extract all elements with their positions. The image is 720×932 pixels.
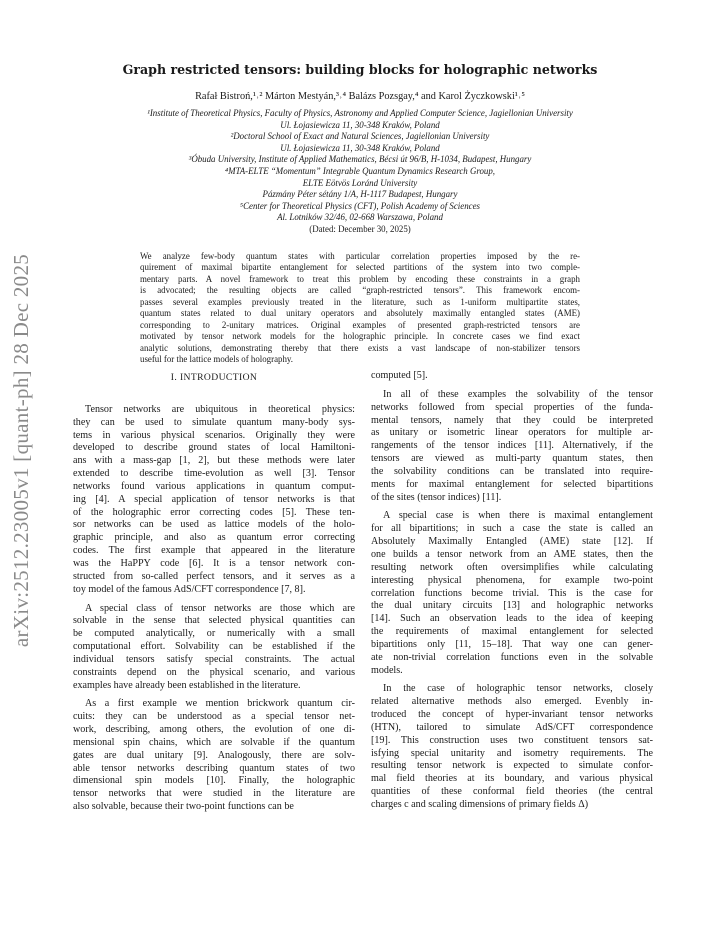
affiliation-line: ¹Institute of Theoretical Physics, Faculty of Physics, Astronomy and Applied Computer Science, Jagiellonian University — [147, 108, 573, 118]
text-line: [19]. This construction uses two constituent tensors sat- — [371, 734, 653, 746]
text-line: gates are dual unitary [9]. Analogously, there are solv- — [73, 749, 355, 761]
affiliation-line: ³Óbuda University, Institute of Applied Mathematics, Bécsi út 96/B, H-1034, Budapest, Hungary — [188, 154, 532, 165]
abstract-line: We analyze few-body quantum states with particular correlation properties imposed by the re- — [140, 251, 580, 261]
text-line: solvable in the sense that selected physical quantities can — [73, 615, 355, 627]
abstract-line: is advocated; the resulting objects are called “graph-restricted tensors”. This framework encom- — [140, 285, 580, 296]
abstract — [140, 251, 580, 366]
text-line: developed to describe ground states of local Hamiltoni- — [73, 442, 355, 454]
text-line: also solvable, because their two-point functions can be — [73, 801, 294, 813]
affiliation-line: Ul. Łojasiewicza 11, 30-348 Kraków, Poland — [280, 142, 440, 153]
abstract-line: passes several examples previously treated in the literature, such as 1-uniform multipartite states, — [140, 296, 580, 307]
text-line: able tensor networks describing quantum states of two — [73, 762, 355, 774]
left-column-body — [73, 404, 355, 814]
text-line: was the HaPPY code [6]. It is a tensor network con- — [73, 557, 355, 569]
section-heading: I. INTRODUCTION — [170, 372, 258, 383]
paper-title: Graph restricted tensors: building blocks for holographic networks — [122, 62, 598, 77]
abstract-line: quirement of maximal bipartite entanglement for selected partitions of the system into two comple- — [140, 262, 580, 273]
text-line: for all bipartitions; in such a case the state is called an — [371, 523, 653, 535]
text-line: troduced the concept of hyper-invariant tensor networks — [371, 709, 653, 721]
text-line: tems in various physical scenarios. Originally they were — [73, 429, 355, 441]
text-line: Absolutely Maximally Entangled (AME) state [12]. If — [371, 536, 653, 548]
text-line: correlation functions become trivial. This is the case for — [371, 587, 653, 599]
text-line: (HTN), tailored to simulate AdS/CFT correspondence — [371, 721, 653, 733]
text-line: toy model of the famous AdS/CFT correspondence [7, 8]. — [73, 583, 306, 595]
abstract-line: motivated by tensor network models for the holographic principle. In concrete cases we find exact — [140, 331, 580, 342]
text-line: as unitary or isometric linear operators for multiple ar- — [371, 427, 653, 439]
text-line: the dual unitary circuits [13] and holographic networks — [371, 600, 653, 612]
affiliation-line: ⁵Center for Theoretical Physics (CFT), Polish Academy of Sciences — [240, 200, 480, 211]
text-line: In the case of holographic tensor networks, closely — [383, 683, 653, 695]
text-line: of the holographic error correcting codes [5]. These ten- — [73, 506, 355, 518]
text-line: individual tensors satisfy special constraints. The actual — [73, 653, 355, 665]
affiliations — [50, 108, 670, 236]
text-line: isfying special unitarity and isometry requirements. The — [371, 747, 653, 759]
text-line: related alternative methods also emerged. Evenbly in- — [371, 696, 653, 708]
affiliation-line: Pázmány Péter sétány 1/A, H-1117 Budapest, Hungary — [262, 189, 458, 200]
text-line: ments for maximal entanglement for selected bipartitions — [371, 478, 653, 490]
text-line: quantities of these conformal field theories (the central — [371, 786, 653, 798]
text-line: tensors are viewed as multi-party quantum states, then — [371, 453, 653, 465]
affiliation-line: ²Doctoral School of Exact and Natural Sciences, Jagiellonian University — [230, 131, 490, 142]
text-line: ate non-trivial correlation functions even in the solvable — [371, 651, 653, 663]
text-line: models. — [371, 664, 403, 676]
right-column-body — [371, 370, 653, 812]
text-line: of the sites (tensor indices) [11]. — [371, 491, 502, 503]
text-line: interesting physical phenomena, for example two-point — [371, 574, 653, 586]
affiliation-line: ELTE Eötvös Loránd University — [302, 177, 418, 188]
arxiv-id: arXiv:2512.23005v1 [quant-ph] 28 Dec 2025 — [9, 253, 34, 647]
right-column — [371, 370, 653, 812]
text-line: ans with a mass-gap [1, 2], but these methods were later — [73, 455, 355, 467]
arxiv-watermark — [2, 240, 42, 660]
abstract-line: useful for the lattice models of holography. — [140, 354, 293, 365]
text-line: extended to describe time-evolution as well [3]. Tensor — [73, 468, 355, 480]
text-line: computed [5]. — [371, 370, 428, 381]
text-line: work, describing, among others, the evolution of one di- — [73, 724, 355, 736]
text-line: mal field theories at its boundary, and various physical — [371, 773, 653, 785]
text-line: charges c and scaling dimensions of primary fields Δ) — [371, 799, 589, 810]
abstract-line: quantum states related to dual unitary operators and absolutely maximally entangled states (AME) — [140, 308, 580, 319]
text-line: cuits: they can be understood as a special tensor net- — [73, 711, 355, 723]
text-line: In all of these examples the solvability of the tensor — [383, 388, 653, 400]
author-list: Rafał Bistroń,¹˒² Márton Mestyán,³˒⁴ Balázs Pozsgay,⁴ and Karol Życzkowski¹˒⁵ — [195, 91, 525, 102]
text-line: constraints depend on the physical scenario, and various — [73, 666, 355, 678]
text-line: [14]. Such an observation leads to the idea of keeping — [371, 613, 653, 625]
date-line: (Dated: December 30, 2025) — [309, 223, 411, 234]
text-line: dimensional spin models [10]. Finally, the holographic — [73, 775, 355, 787]
text-line: tensor networks that were studied in the literature are — [73, 788, 355, 800]
affiliation-line: ⁴MTA-ELTE “Momentum” Integrable Quantum Dynamics Research Group, — [224, 165, 496, 176]
abstract-line: analytic solutions, demonstrating thereby that there exists a vast landscape of non-stabilizer tensors — [140, 342, 580, 353]
text-line: resulting network often oversimplifies while calculating — [371, 561, 653, 573]
abstract-line: corresponding to 2-unitary matrices. Original examples of presented graph-restricted tensors are — [140, 319, 580, 330]
text-line: the solvability conditions can be translated into require- — [371, 465, 653, 477]
text-line: As a first example we mention brickwork quantum cir- — [85, 698, 355, 710]
affiliation-line: Al. Lotników 32/46, 02-668 Warszawa, Poland — [277, 212, 443, 223]
text-line: mensional spin chains, which are solvable if the quantum — [73, 736, 355, 748]
text-line: the requirements of maximal entanglement for selected — [371, 626, 653, 638]
text-line: sor networks can be used as lattice models of the holo- — [73, 519, 355, 531]
text-line: computational effort. Solvability can be established if the — [73, 641, 355, 653]
text-line: graphic principle, and also as quantum error correcting — [73, 532, 355, 544]
text-line: networks found various applications in quantum comput- — [73, 480, 355, 492]
text-line: Tensor networks are ubiquitous in theoretical physics: — [85, 403, 355, 415]
abstract-line: mentary parts. A novel framework to treat this problem by encoding these constraints in a graph — [140, 273, 580, 284]
text-line: one builds a tensor network from an AME states, then the — [371, 548, 653, 560]
text-line: ing [4]. A special application of tensor networks is that — [73, 493, 355, 505]
text-line: resulting tensor network is expected to simulate confor- — [371, 760, 653, 772]
text-line: structed from so-called perfect tensors, and it serves as a — [73, 570, 355, 582]
text-line: examples have already been established in the literature. — [73, 679, 301, 691]
text-line: A special case is when there is maximal entanglement — [383, 510, 653, 522]
text-line: networks followed from special properties of the funda- — [371, 401, 653, 413]
text-line: be computed analytically, or numerically with a small — [73, 628, 355, 640]
text-line: mental tensors, namely that they could be interpreted — [371, 414, 653, 426]
text-line: bipartitions only [11, 15–18]. That way one can gener- — [371, 638, 653, 650]
affiliation-line: Ul. Łojasiewicza 11, 30-348 Kraków, Poland — [280, 119, 440, 130]
text-line: codes. The first example that appeared in the literature — [73, 545, 355, 557]
text-line: they can be used to simulate quantum many-body sys- — [73, 416, 355, 428]
text-line: rangements of the tensor indices [11]. Alternatively, if the — [371, 440, 653, 452]
text-line: A special class of tensor networks are those which are — [85, 602, 355, 614]
left-column — [73, 372, 355, 814]
